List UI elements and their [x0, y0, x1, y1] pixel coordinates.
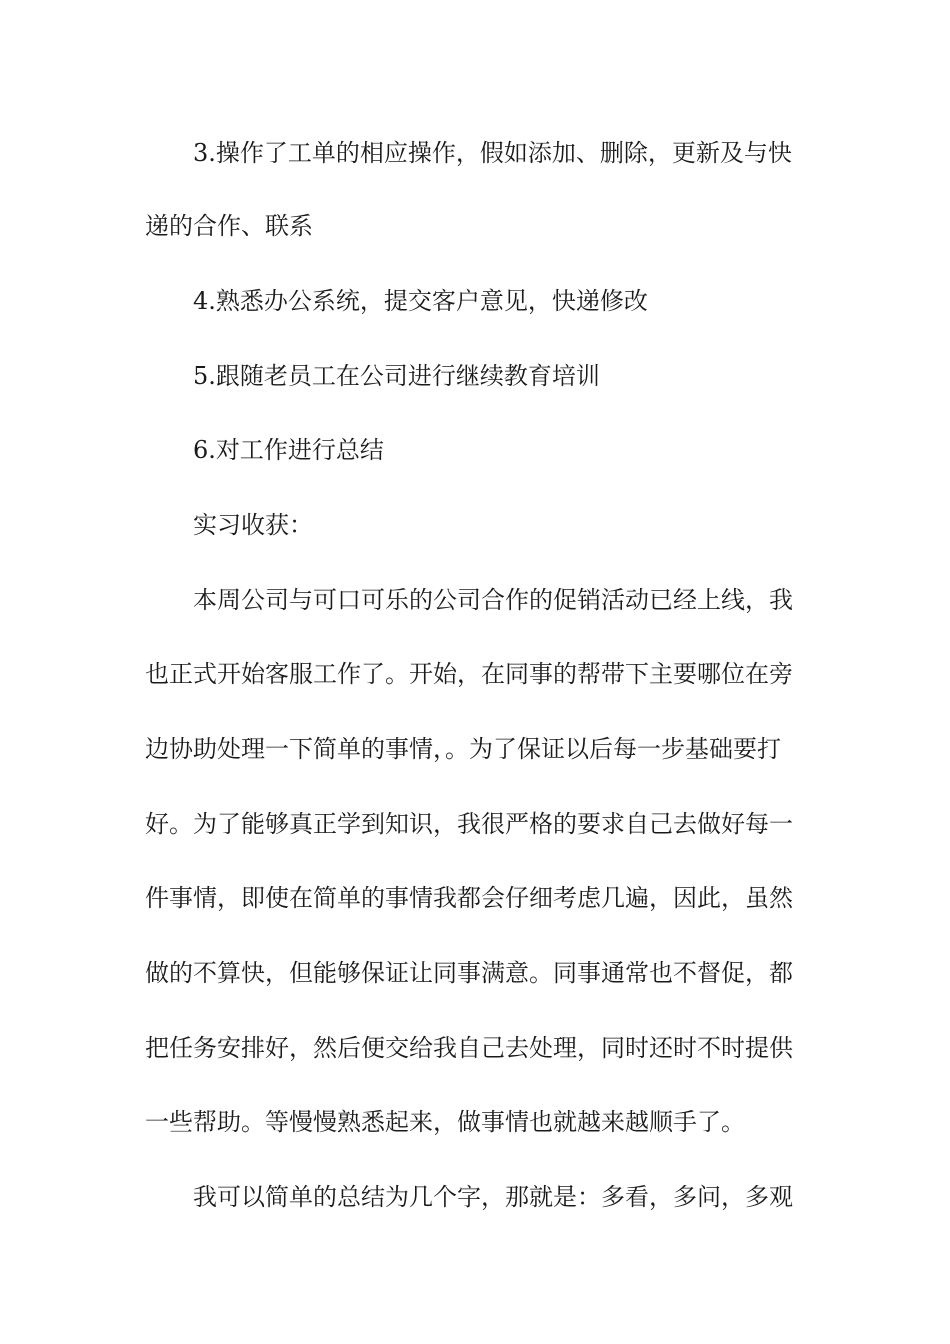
paragraph-1-line-4: 好。为了能够真正学到知识，我很严格的要求自己去做好每一: [145, 810, 793, 838]
list-item-4: 4.熟悉办公系统，提交客户意见，快递修改: [193, 287, 648, 315]
paragraph-1-line-5: 件事情，即使在简单的事情我都会仔细考虑几遍，因此，虽然: [145, 884, 793, 912]
paragraph-1-line-1: 本周公司与可口可乐的公司合作的促销活动已经上线，我: [193, 586, 793, 614]
list-item-6: 6.对工作进行总结: [193, 436, 384, 464]
paragraph-1-line-3: 边协助处理一下简单的事情，。为了保证以后每一步基础要打: [145, 735, 781, 763]
paragraph-1-line-6: 做的不算快，但能够保证让同事满意。同事通常也不督促，都: [145, 959, 793, 987]
paragraph-1-line-8: 一些帮助。等慢慢熟悉起来，做事情也就越来越顺手了。: [145, 1108, 745, 1136]
paragraph-1-line-7: 把任务安排好，然后便交给我自己去处理，同时还时不时提供: [145, 1034, 793, 1062]
section-heading: 实习收获：: [193, 511, 313, 539]
list-item-3-line-1: 3.操作了工单的相应操作，假如添加、删除，更新及与快: [193, 139, 792, 167]
paragraph-2-line-1: 我可以简单的总结为几个字，那就是：多看，多问，多观: [193, 1183, 793, 1211]
paragraph-1-line-2: 也正式开始客服工作了。开始，在同事的帮带下主要哪位在旁: [145, 660, 793, 688]
list-item-3-line-2: 递的合作、联系: [145, 212, 313, 240]
list-item-5: 5.跟随老员工在公司进行继续教育培训: [193, 362, 600, 390]
